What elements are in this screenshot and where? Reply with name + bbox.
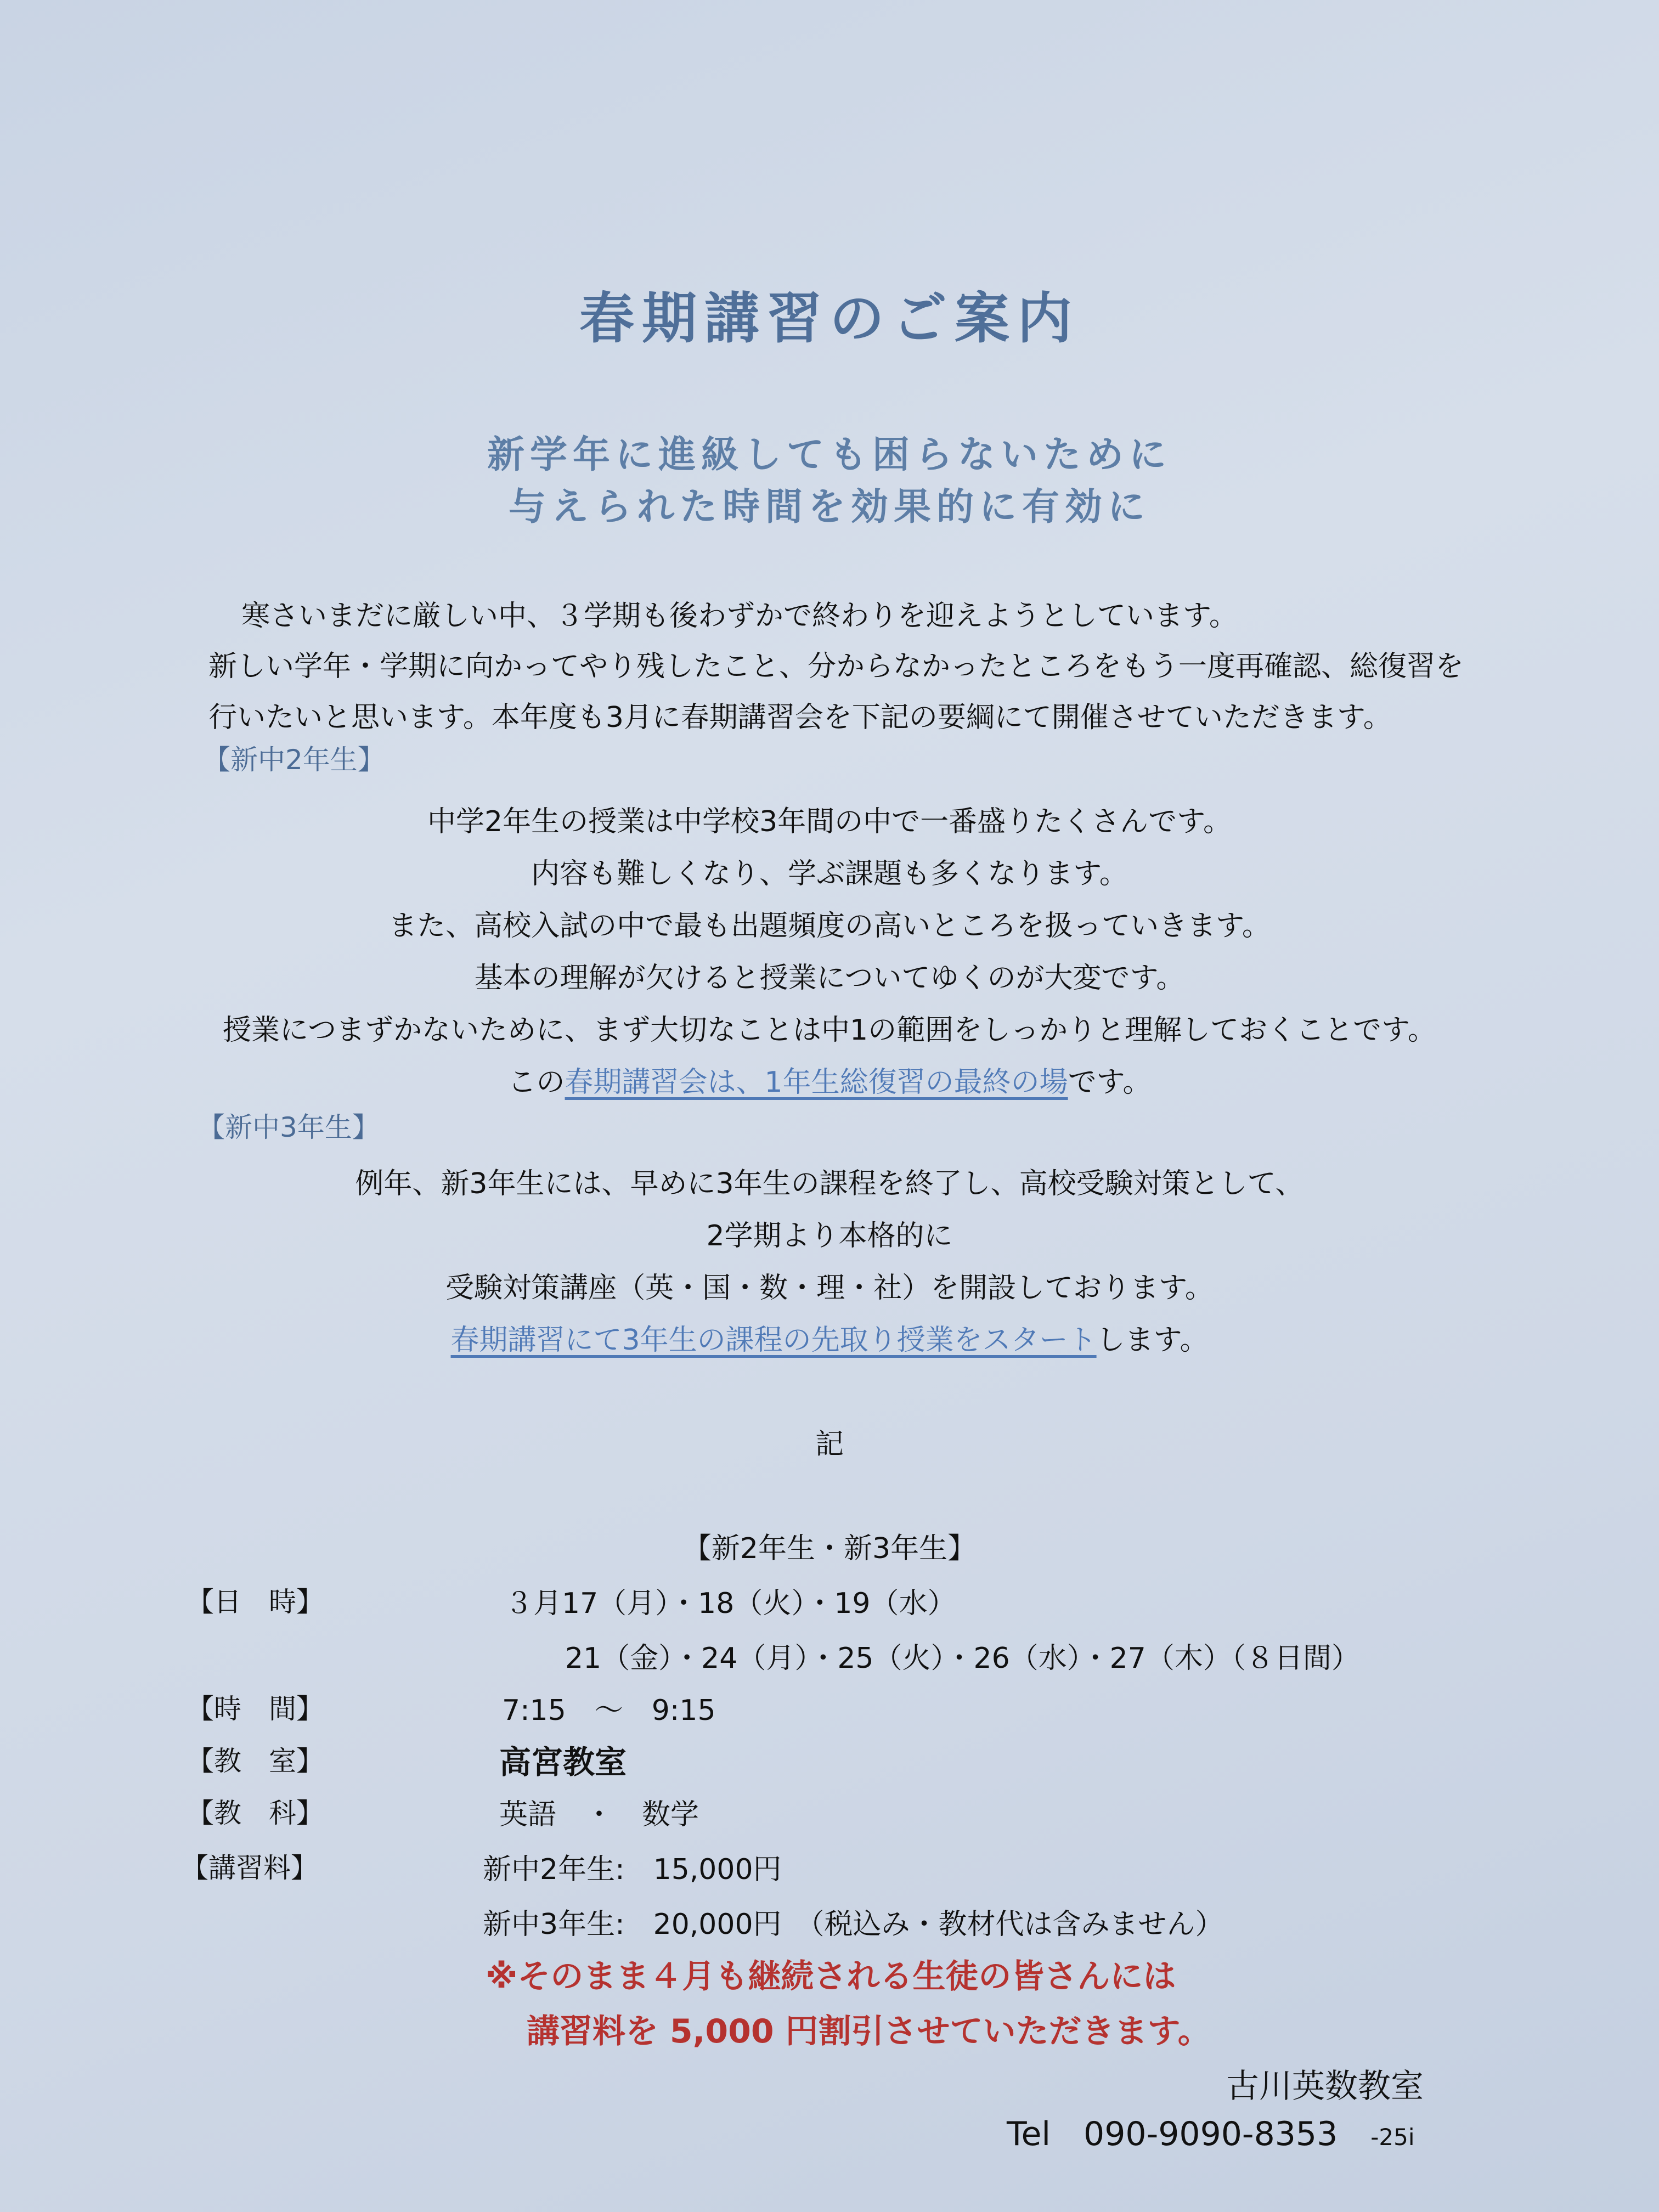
grade2-line-5: 授業につまずかないために、まず大切なことは中1の範囲をしっかりと理解しておくことです。 <box>223 1014 1436 1047</box>
date-label: 【日 時】 <box>187 1586 324 1618</box>
grade2-line-1: 中学2年生の授業は中学校3年間の中で一番盛りたくさんです。 <box>427 805 1232 838</box>
page-title: 春期講習のご案内 <box>579 286 1080 351</box>
grade2-heading: 【新中2年生】 <box>203 744 385 776</box>
tel-label: Tel <box>1007 2115 1051 2153</box>
grade2-line-4: 基本の理解が欠けると授業についてゆくのが大変です。 <box>474 962 1185 995</box>
grade2-line-3: また、高校入試の中で最も出題頻度の高いところを扱っていきます。 <box>388 910 1271 943</box>
room-value: 高宮教室 <box>499 1743 627 1781</box>
document-code: -25i <box>1370 2124 1415 2151</box>
grade3-line-1: 例年、新3年生には、早めに3年生の課程を終了し、高校受験対策として、 <box>355 1167 1304 1200</box>
contact-phone <box>1007 2115 1415 2153</box>
grade3-line-3: 受験対策講座（英・国・数・理・社）を開設しております。 <box>445 1272 1214 1305</box>
date-line-2: 21（金）・24（月）・25（火）・26（水）・27（木）（８日間） <box>565 1642 1360 1675</box>
grade3-line-4 <box>0 1317 1659 1358</box>
intro-line-3: 行いたいと思います。本年度も3月に春期講習会を下記の要綱にて開催させていただきます。 <box>208 701 1392 734</box>
grade3-heading: 【新中3年生】 <box>198 1111 380 1143</box>
grade3-highlight: 春期講習にて3年生の課程の先取り授業をスタート <box>450 1324 1097 1357</box>
discount-note-line-1: ※そのまま４月も継続される生徒の皆さんには <box>486 1957 1176 1996</box>
fee-line-1: 新中2年生: 15,000円 <box>483 1853 782 1886</box>
fee-line-2: 新中3年生: 20,000円 （税込み・教材代は含みません） <box>483 1908 1224 1941</box>
room-label: 【教 室】 <box>187 1745 324 1777</box>
subtitle-line-1: 新学年に進級しても困らないために <box>487 433 1172 477</box>
grade2-line-6-pre: この <box>507 1066 565 1099</box>
grade2-line-6-post: です。 <box>1068 1066 1152 1099</box>
subject-value: 英語 ・ 数学 <box>499 1798 699 1831</box>
time-value: 7:15 ～ 9:15 <box>502 1694 716 1727</box>
grade3-line-4-post: します。 <box>1096 1324 1209 1357</box>
subject-label: 【教 科】 <box>187 1797 324 1829</box>
ki-heading: 記 <box>815 1428 844 1461</box>
date-line-1: ３月17（月）・18（火）・19（水） <box>505 1587 956 1620</box>
grade2-highlight: 春期講習会は、1年生総復習の最終の場 <box>565 1066 1068 1099</box>
school-name: 古川英数教室 <box>1226 2067 1424 2106</box>
subtitle-line-2: 与えられた時間を効果的に有効に <box>508 486 1150 529</box>
tel-number: 090-9090-8353 <box>1084 2115 1338 2153</box>
time-label: 【時 間】 <box>187 1693 324 1725</box>
grade2-line-2: 内容も難しくなり、学ぶ課題も多くなります。 <box>531 857 1128 890</box>
intro-line-1: 寒さいまだに厳しい中、３学期も後わずかで終わりを迎えようとしています。 <box>241 600 1238 633</box>
intro-line-2: 新しい学年・学期に向かってやり残したこと、分からなかったところをもう一度再確認、総復習を <box>208 650 1464 683</box>
discount-note-line-2: 講習料を 5,000 円割引させていただきます。 <box>527 2012 1211 2051</box>
grade2-line-6 <box>0 1059 1659 1100</box>
grade3-line-2: 2学期より本格的に <box>706 1220 953 1252</box>
fee-label: 【講習料】 <box>181 1852 318 1884</box>
target-grades: 【新2年生・新3年生】 <box>682 1532 977 1565</box>
